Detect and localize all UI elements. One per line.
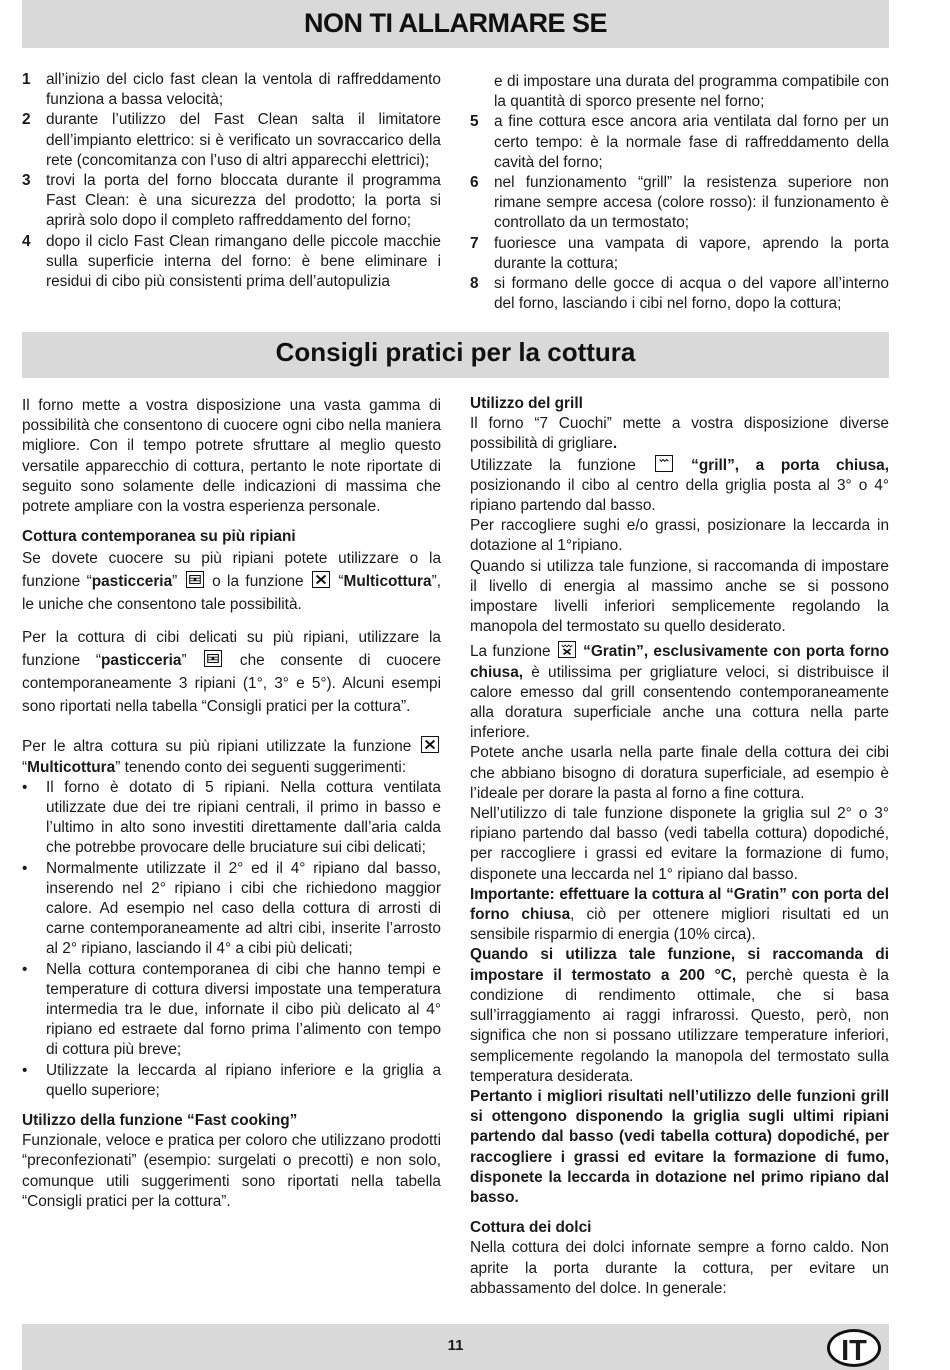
language-badge: IT <box>827 1329 881 1367</box>
intro-paragraph: Il forno mette a vostra disposizione una vasta gamma di possibilità che consentono di cuocere ogni cibo nella maniera migliore. Con il tempo potrete sfruttare al meglio questo versatile apparecchio di cottura, pertanto le note riportate di seguito sono solamente delle indicazioni di massima che potrete ampliare con la vostra esperienza personale. <box>22 397 441 516</box>
multi-level-heading: Cottura contemporanea su più ripiani <box>22 528 296 546</box>
tips-right-column <box>470 394 889 1299</box>
alarm-left-column <box>22 70 441 292</box>
bullet-item: • Normalmente utilizzate il 2° ed il 4° ripiano dal basso, inserendo nel 2° ripiano i cibi che richiedono maggior calore. Ad esempio nel caso della cottura di arrosti di carne contemporaneamente ad altri cibi, inserite l’arrosto al 2° ripiano, lasciando il 4° a cibi più delicati; <box>22 859 441 958</box>
grill-icon <box>655 455 673 472</box>
multicooking-icon <box>312 571 330 588</box>
alarm-item: 2 durante l’utilizzo del Fast Clean salta il limitatore dell’impianto elettrico: si è verificato un sovraccarico della rete (concomitanza con l’uso di altri apparecchi elettrici); <box>22 111 441 169</box>
desserts-paragraph: Nella cottura dei dolci infornate sempre a forno caldo. Non aprite la porta durante la cottura, per evitare un abbassamento del dolce. In generale: <box>470 1239 889 1297</box>
best-results-paragraph: Pertanto i migliori risultati nell’utilizzo delle funzioni grill si ottengono disponendo la griglia sugli ultimi ripiani partendo dal basso (vedi tabella cottura) dopodiché, per raccogliere i grassi ed evitare la formazione di fumo, disponete la leccarda in dotazione nel primo ripiano dal basso. <box>470 1087 889 1206</box>
alarm-item: 8 si formano delle gocce di acqua o del vapore all’interno del forno, lasciando i cibi nel forno, dopo la cottura; <box>470 275 889 313</box>
section-band <box>22 332 889 378</box>
grill-pan-paragraph: Per raccogliere sughi e/o grassi, posizionare la leccarda in dotazione al 1°ripiano. <box>470 517 889 555</box>
grill-paragraph: Il forno “7 Cuochi” mette a vostra disposizione diverse possibilità di grigliare. <box>470 415 889 453</box>
alarm-right-column <box>470 72 889 314</box>
fast-cooking-paragraph: Funzionale, veloce e pratica per coloro che utilizzano prodotti “preconfezionati” (esempio: surgelati o precotti) e non solo, comunque utili suggerimenti sono riportati nella tabella “Consigli pratici per la cottura”. <box>22 1132 441 1210</box>
gratin-shelf-paragraph: Nell’utilizzo di tale funzione disponete la griglia sul 2° o 3° ripiano partendo dal basso (vedi tabella cottura) dopodiché, per raccogliere i grassi ed evitare la formazione di fumo, disponete una leccarda nel 1° ripiano dal basso. <box>470 805 889 883</box>
multi-level-paragraph: Se dovete cuocere su più ripiani potete utilizzare o la funzione “pasticceria” o la funzione “Multicottura”, le uniche che consentono tale possibilità. <box>22 550 442 614</box>
alarm-item: 5 a fine cottura esce ancora aria ventilata dal forno per un certo tempo: è la normale fase di raffreddamento della cavità del forno; <box>470 113 889 171</box>
bullet-item: • Il forno è dotato di 5 ripiani. Nella cottura ventilata utilizzate due dei tre ripiani centrali, il primo in basso e l’ultimo in alto sono investiti direttamente dall’aria calda che potrebbe provocare delle bruciature sui cibi delicati; <box>22 778 441 857</box>
pastry-paragraph: Per la cottura di cibi delicati su più ripiani, utilizzare la funzione “pasticceria” che consente di cuocere contemporaneamente 3 ripiani (1°, 3° e 5°). Alcuni esempi sono riportati nella tabella “Consigli pratici per la cottura”. <box>22 629 441 716</box>
multicooking-icon <box>421 736 439 753</box>
section-title: Consigli pratici per la cottura <box>275 337 636 367</box>
header-band <box>22 0 889 48</box>
bullet-item: • Nella cottura contemporanea di cibi che hanno tempi e temperature di cottura diversi impostate una temperatura intermedia tra le due, infornate il cibo più delicato al 4° ripiano ed estraete dal forno prima l’alimento con tempo di cottura più breve; <box>22 960 441 1059</box>
important-paragraph: Importante: effettuare la cottura al “Gratin” con porta del forno chiusa, ciò per ottenere migliori risultati ed un sensibile risparmio di energia (10% circa). <box>470 885 889 944</box>
gratin-icon <box>558 641 576 658</box>
gratin-paragraph: La funzione “Gratin”, esclusivamente con porta forno chiusa, è utilissima per grigliature veloci, si distribuisce il calore emesso dal grill consentendo contemporaneamente alla doratura superficiale anche una cottura nella parte inferiore. <box>470 643 889 742</box>
page-number: 11 <box>447 1337 464 1354</box>
pastry-icon <box>186 571 204 588</box>
multicooking-paragraph: Per le altra cottura su più ripiani utilizzate la funzione “Multicottura” tenendo conto dei seguenti suggerimenti: <box>22 736 441 777</box>
bullet-item: • Utilizzate la leccarda al ripiano inferiore e la griglia a quello superiore; <box>22 1061 441 1099</box>
pastry-icon <box>204 650 222 667</box>
grill-energy-paragraph: Quando si utilizza tale funzione, si raccomanda di impostare il livello di energia al massimo anche se si possono impostare livelli inferiori semplicemente regolando la manopola del termostato su quello desiderato. <box>470 557 889 636</box>
gratin-final-paragraph: Potete anche usarla nella parte finale della cottura dei cibi che abbiano bisogno di doratura superficiale, ad esempio è l’ideale per dorare la pasta al forno a fine cottura. <box>470 744 889 802</box>
page-title: NON TI ALLARMARE SE <box>304 8 607 38</box>
alarm-item: 7 fuoriesce una vampata di vapore, aprendo la porta durante la cottura; <box>470 234 889 272</box>
alarm-item: 3 trovi la porta del forno bloccata durante il programma Fast Clean: è una sicurezza del prodotto; la porta si aprirà solo dopo il completo raffreddamento del forno; <box>22 172 441 230</box>
thermostat-paragraph: Quando si utilizza tale funzione, si raccomanda di impostare il termostato a 200 °C, perchè questa è la condizione di rendimento ottimale, che si basa sull’irraggiamento ai raggi infrarossi. Questo, però, non significa che non si possano utilizzare temperature inferiori, semplicemente regolando la manopola del termostato sulla temperatura desiderata. <box>470 946 889 1085</box>
grill-heading: Utilizzo del grill <box>470 395 583 412</box>
footer-band <box>22 1324 889 1370</box>
alarm-continuation: e di impostare una durata del programma compatibile con la quantità di sporco presente nel forno; <box>494 73 889 111</box>
desserts-heading: Cottura dei dolci <box>470 1219 592 1237</box>
alarm-item: 6 nel funzionamento “grill” la resistenza superiore non rimane sempre accesa (colore rosso): il funzionamento è controllato da un termostato; <box>470 174 889 232</box>
fast-cooking-heading: Utilizzo della funzione “Fast cooking” <box>22 1112 298 1130</box>
alarm-item: 1 all’inizio del ciclo fast clean la ventola di raffreddamento funziona a bassa velocità; <box>22 71 441 109</box>
grill-usage-paragraph: Utilizzate la funzione “grill”, a porta chiusa, posizionando il cibo al centro della griglia posta al 3° o 4° ripiano partendo dal basso. <box>470 456 890 515</box>
alarm-item: 4 dopo il ciclo Fast Clean rimangano delle piccole macchie sulla superficie interna del forno: è bene eliminare i residui di cibo più consistenti prima dell’autopulizia <box>22 232 441 291</box>
tips-left-column <box>22 396 441 1212</box>
